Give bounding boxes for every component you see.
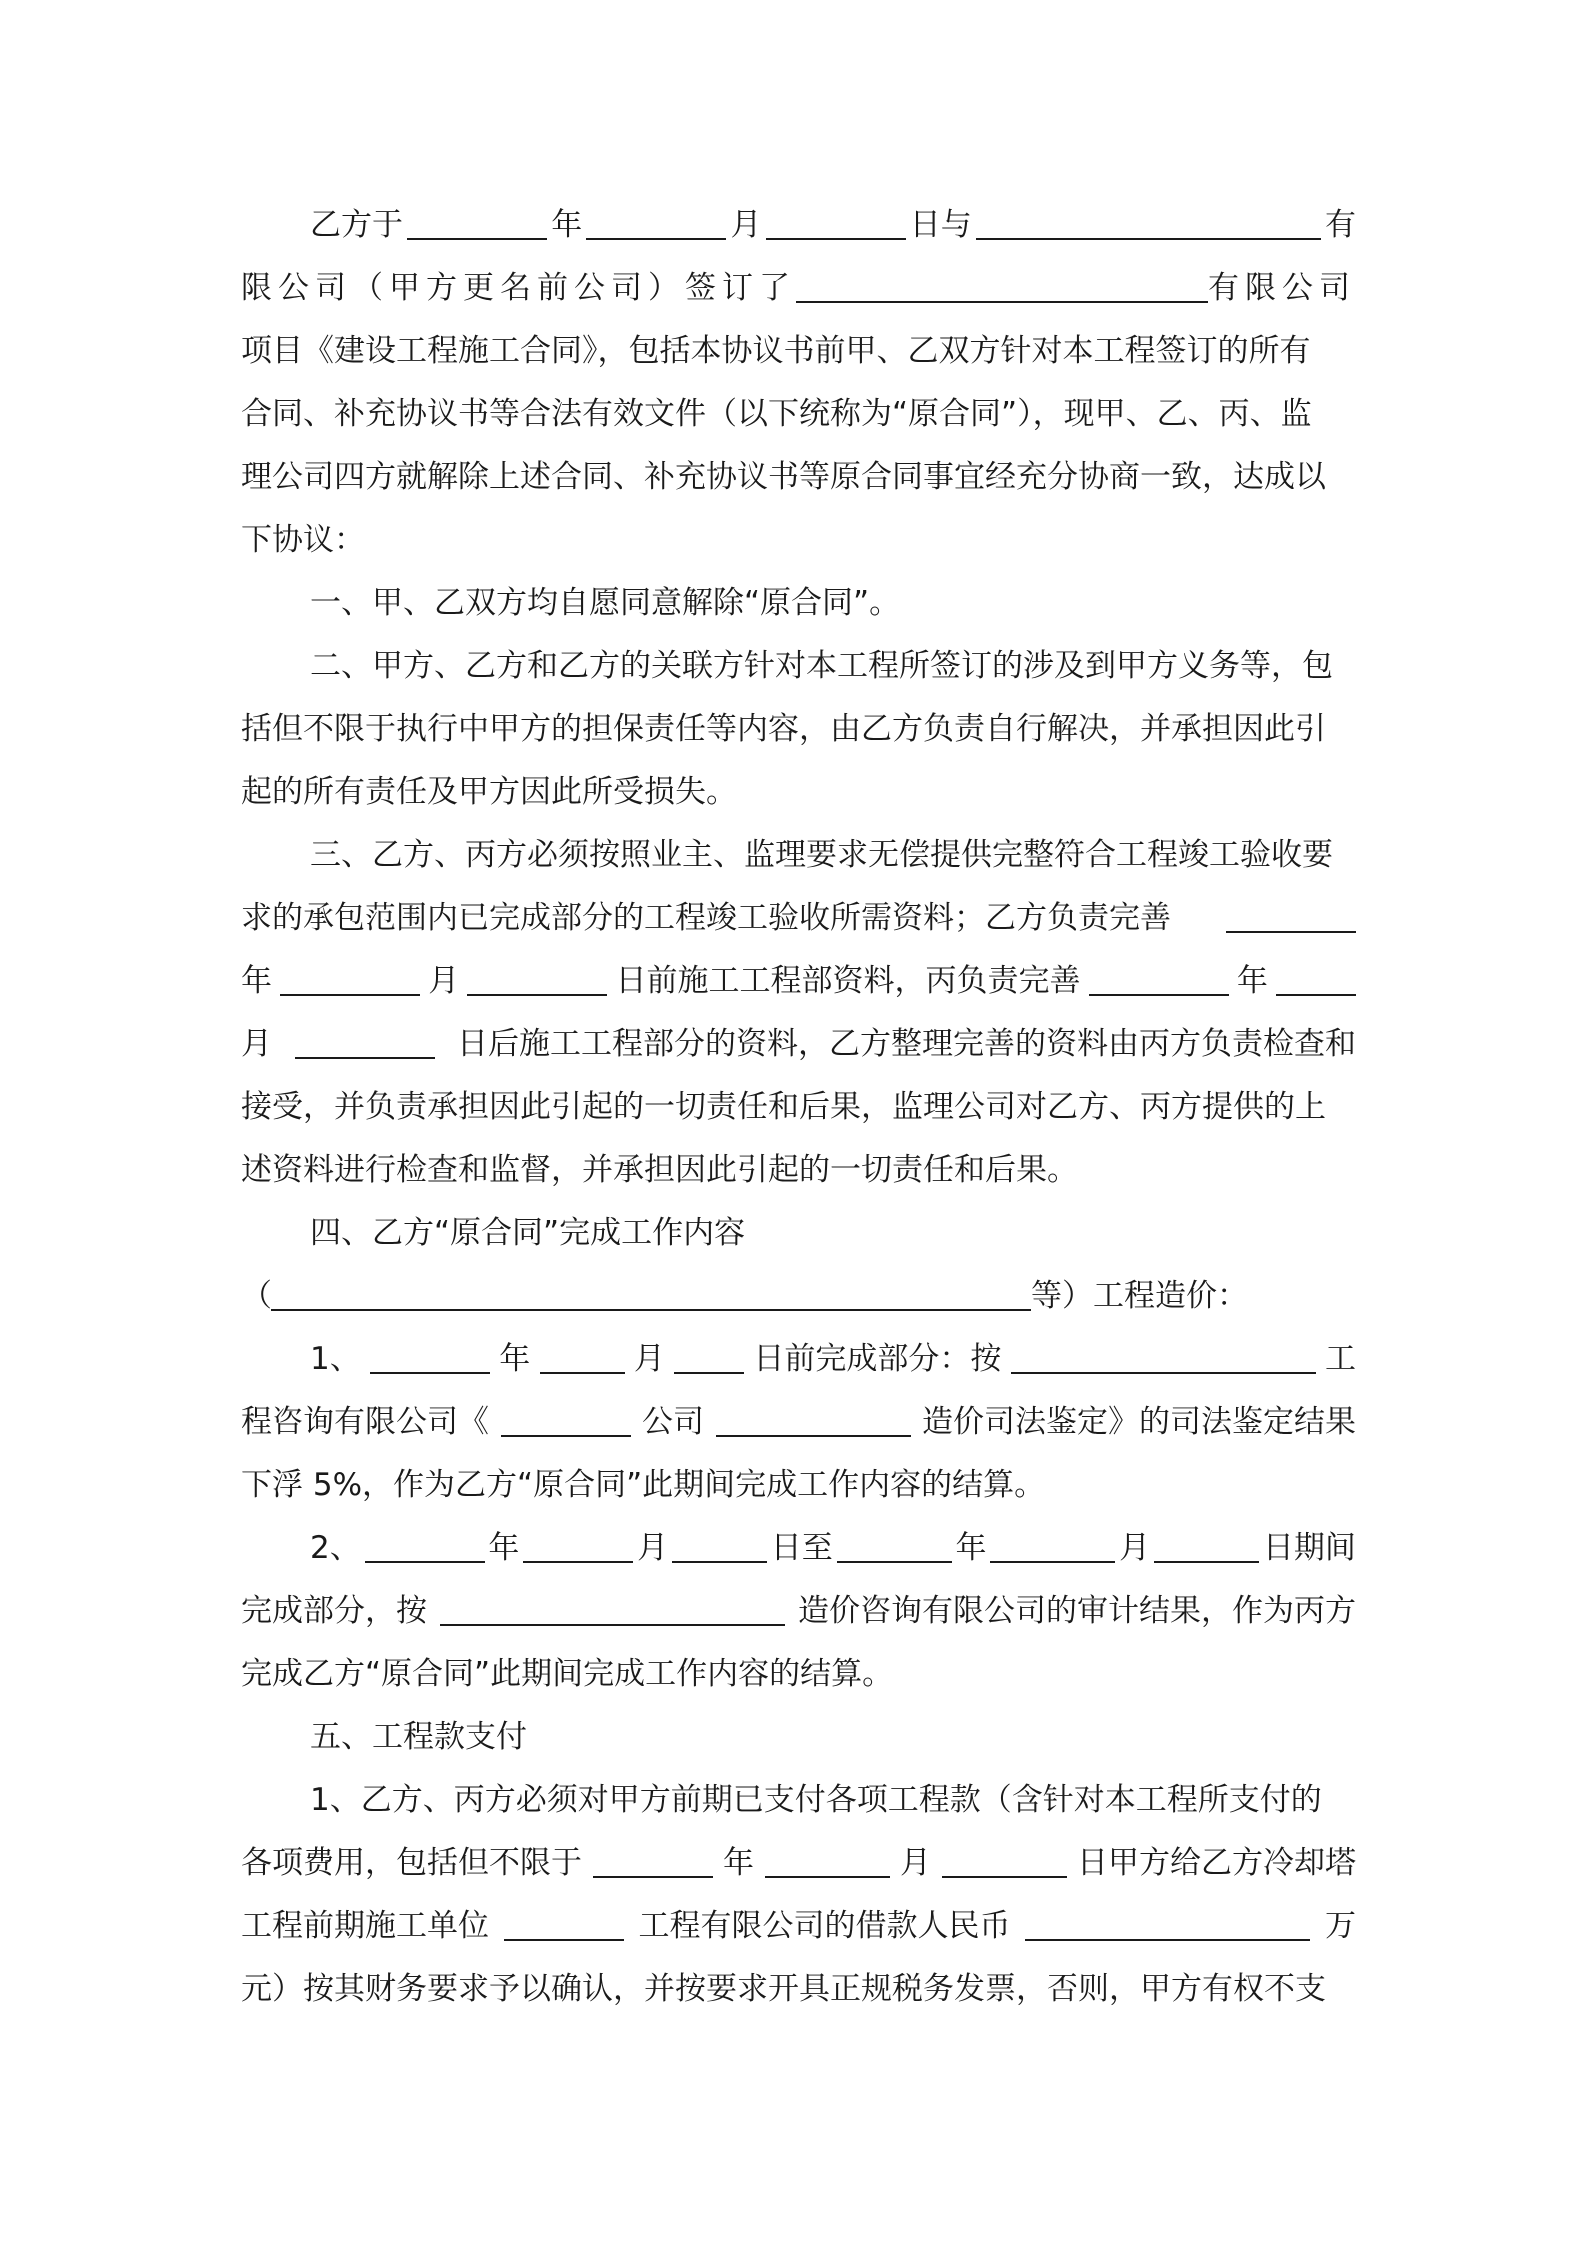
blank-field (271, 1275, 1031, 1311)
paragraph-line (241, 198, 1356, 252)
paragraph-line (241, 891, 1356, 945)
text-segment: 月 (900, 1845, 931, 1881)
paragraph-line: 理公司四方就解除上述合同、补充协议书等原合同事宜经充分协商一致，达成以 (241, 459, 1326, 495)
blank-field (440, 1590, 785, 1626)
text-segment: 万 (1325, 1908, 1356, 1944)
text-segment: 造价司法鉴定》的司法鉴定结果 (922, 1404, 1356, 1440)
text-segment: 月 (633, 1341, 665, 1377)
text-segment: （ (241, 1278, 272, 1314)
text-segment: 日甲方给乙方冷却塔 (1077, 1845, 1356, 1881)
text-segment: 月 (428, 963, 460, 999)
text-segment: 等）工程造价： (1031, 1278, 1248, 1314)
paragraph-line: 项目《建设工程施工合同》，包括本协议书前甲、乙双方针对本工程签订的所有 (241, 333, 1311, 369)
text-segment: 限公司（甲方更名前公司）签订了 (241, 270, 796, 306)
text-segment: 日前完成部分：按 (753, 1341, 1002, 1377)
text-segment: 年 (488, 1530, 520, 1566)
blank-field (1276, 960, 1356, 996)
blank-field (540, 1338, 625, 1374)
blank-field (990, 1527, 1115, 1563)
blank-field (467, 960, 607, 996)
text-segment: 年 (955, 1530, 987, 1566)
text-segment: 造价咨询有限公司的审计结果，作为丙方 (798, 1593, 1356, 1629)
text-segment: 求的承包范围内已完成部分的工程竣工验收所需资料；乙方负责完善 (241, 900, 1171, 936)
paragraph-line (241, 1332, 1356, 1386)
blank-field (1226, 897, 1356, 933)
text-segment: 日前施工工程部资料，丙负责完善 (615, 963, 1081, 999)
blank-field (942, 1842, 1067, 1878)
paragraph-line: 1、乙方、丙方必须对甲方前期已支付各项工程款（含针对本工程所支付的 (310, 1782, 1322, 1818)
paragraph-line (241, 1584, 1356, 1638)
paragraph-line: 四、乙方“原合同”完成工作内容 (310, 1215, 746, 1251)
blank-field (837, 1527, 952, 1563)
paragraph-line (241, 1395, 1356, 1449)
text-segment: 年 (551, 207, 583, 243)
text-segment: 月 (637, 1530, 669, 1566)
text-segment: 年 (723, 1845, 754, 1881)
blank-field (766, 204, 906, 240)
text-segment: 工程有限公司的借款人民币 (638, 1908, 1011, 1944)
paragraph-line: 五、工程款支付 (310, 1719, 527, 1755)
text-segment: 月 (1119, 1530, 1151, 1566)
blank-field (765, 1842, 890, 1878)
blank-field (1154, 1527, 1259, 1563)
paragraph-line: 下协议： (241, 522, 365, 558)
blank-field (280, 960, 420, 996)
paragraph-line (241, 1269, 1356, 1323)
blank-field (504, 1905, 624, 1941)
text-segment: 有 (1325, 207, 1356, 243)
text-segment: 2、 (310, 1530, 361, 1566)
paragraph-line: 下浮 5%，作为乙方“原合同”此期间完成工作内容的结算。 (241, 1467, 1046, 1503)
text-segment: 工程前期施工单位 (241, 1908, 489, 1944)
text-segment: 月 (241, 1026, 272, 1062)
paragraph-line: 起的所有责任及甲方因此所受损失。 (241, 774, 737, 810)
blank-field (716, 1401, 911, 1437)
paragraph-line: 二、甲方、乙方和乙方的关联方针对本工程所签订的涉及到甲方义务等，包 (310, 648, 1333, 684)
text-segment: 月 (730, 207, 762, 243)
paragraph-line: 元）按其财务要求予以确认，并按要求开具正规税务发票，否则，甲方有权不支 (241, 1971, 1326, 2007)
paragraph-line (241, 1521, 1356, 1575)
paragraph-line (241, 1836, 1356, 1890)
text-segment: 1、 (310, 1341, 361, 1377)
paragraph-line: 括但不限于执行中甲方的担保责任等内容，由乙方负责自行解决，并承担因此引 (241, 711, 1326, 747)
blank-field (593, 1842, 713, 1878)
blank-field (370, 1338, 490, 1374)
text-segment: 年 (499, 1341, 531, 1377)
paragraph-line: 一、甲、乙双方均自愿同意解除“原合同”。 (310, 585, 901, 621)
paragraph-line: 述资料进行检查和监督，并承担因此引起的一切责任和后果。 (241, 1152, 1078, 1188)
blank-field (586, 204, 726, 240)
text-segment: 日期间 (1262, 1530, 1356, 1566)
text-segment: 日至 (770, 1530, 833, 1566)
paragraph-line: 三、乙方、丙方必须按照业主、监理要求无偿提供完整符合工程竣工验收要 (310, 837, 1333, 873)
text-segment: 乙方于 (310, 207, 403, 243)
blank-field (976, 204, 1321, 240)
blank-field (501, 1401, 631, 1437)
paragraph-line (241, 1899, 1356, 1953)
paragraph-line (241, 261, 1356, 315)
blank-field (1011, 1338, 1316, 1374)
blank-field (796, 267, 1208, 303)
paragraph-line (241, 1017, 1356, 1071)
text-segment: 各项费用，包括但不限于 (241, 1845, 582, 1881)
text-segment: 年 (241, 963, 272, 999)
text-segment: 工 (1324, 1341, 1356, 1377)
text-segment: 有限公司 (1208, 270, 1356, 306)
blank-field (674, 1338, 744, 1374)
paragraph-line: 完成乙方“原合同”此期间完成工作内容的结算。 (241, 1656, 894, 1692)
blank-field (407, 204, 547, 240)
blank-field (295, 1023, 435, 1059)
blank-field (1089, 960, 1229, 996)
text-segment: 公司 (642, 1404, 704, 1440)
text-segment: 年 (1236, 963, 1268, 999)
text-segment: 完成部分，按 (241, 1593, 427, 1629)
text-segment: 日与 (909, 207, 972, 243)
paragraph-line: 合同、补充协议书等合法有效文件（以下统称为“原合同”），现甲、乙、丙、监 (241, 396, 1312, 432)
blank-field (672, 1527, 767, 1563)
blank-field (523, 1527, 633, 1563)
blank-field (365, 1527, 485, 1563)
blank-field (1025, 1905, 1310, 1941)
text-segment: 日后施工工程部分的资料，乙方整理完善的资料由丙方负责检查和 (457, 1026, 1356, 1062)
paragraph-line: 接受，并负责承担因此引起的一切责任和后果，监理公司对乙方、丙方提供的上 (241, 1089, 1326, 1125)
text-segment: 程咨询有限公司《 (241, 1404, 489, 1440)
paragraph-line (241, 954, 1356, 1008)
